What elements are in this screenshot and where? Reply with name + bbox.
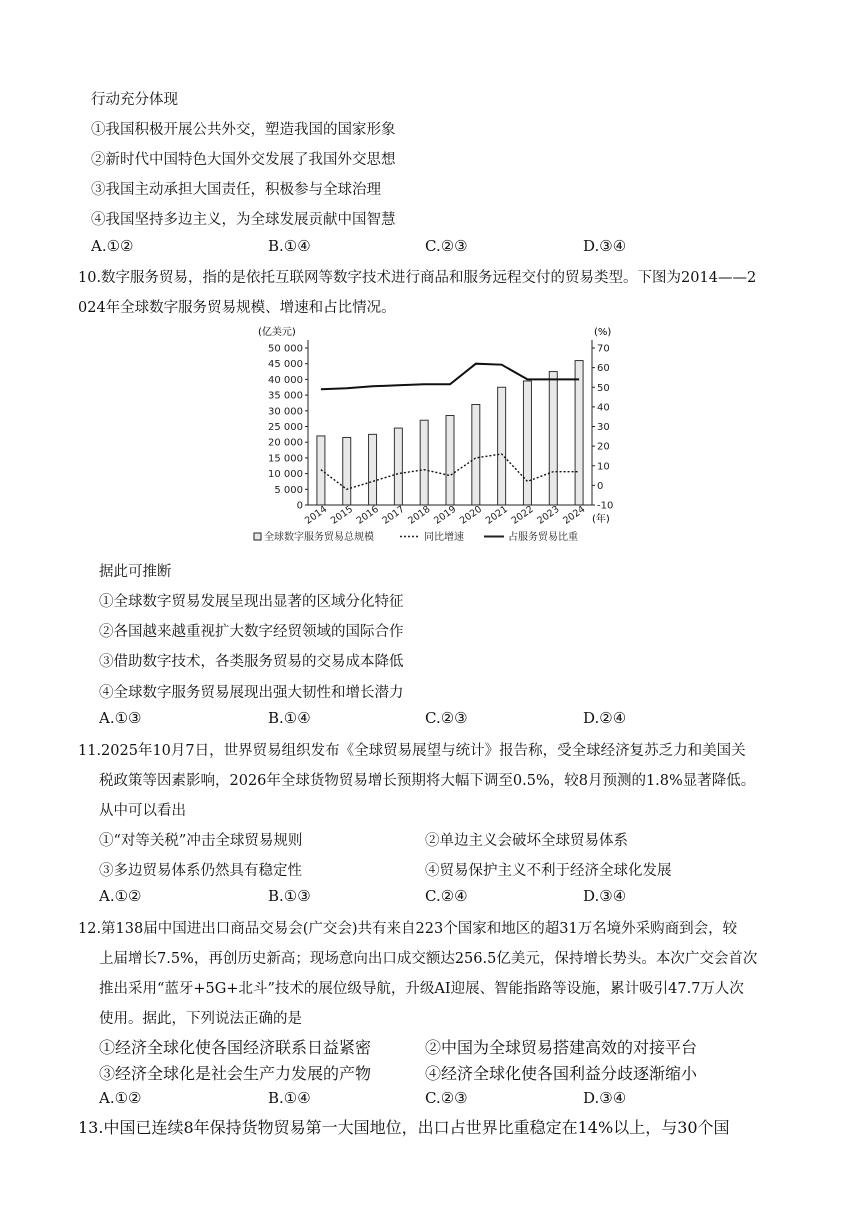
- q10-option-a[interactable]: A.①③: [99, 709, 142, 727]
- q12-option-c[interactable]: C.②③: [425, 1089, 468, 1107]
- left-tick-label: 15 000: [268, 453, 303, 465]
- left-axis-unit: (亿美元): [258, 327, 296, 338]
- q10-statement-1: ①全球数字贸易发展呈现出显著的区域分化特征: [99, 594, 404, 610]
- q12-statement-1: ①经济全球化使各国经济联系日益紧密: [99, 1038, 372, 1057]
- q12-option-a[interactable]: A.①②: [99, 1089, 142, 1107]
- q10-option-d[interactable]: D.②④: [583, 709, 627, 727]
- left-tick-label: 0: [296, 500, 303, 512]
- q11-statement-4: ④贸易保护主义不利于经济全球化发展: [425, 863, 672, 879]
- right-tick-label: 20: [597, 441, 610, 453]
- bar-2021: [498, 387, 506, 505]
- left-tick-label: 45 000: [268, 359, 303, 371]
- q10-lead: 据此可推断: [99, 564, 172, 580]
- q11-option-b[interactable]: B.①③: [268, 887, 311, 905]
- right-tick-label: 40: [597, 402, 610, 414]
- q12-statement-2: ②中国为全球贸易搭建高效的对接平台: [425, 1038, 698, 1057]
- q9-option-a[interactable]: A.①②: [91, 237, 134, 255]
- q11-option-d[interactable]: D.③④: [583, 887, 627, 905]
- x-tick-label: 2014: [303, 503, 330, 527]
- legend-dotted-label: 同比增速: [424, 532, 464, 543]
- legend-bar-swatch: [254, 533, 261, 540]
- bar-2018: [420, 420, 428, 505]
- x-tick-label: 2018: [406, 503, 433, 527]
- x-tick-label: 2016: [354, 503, 381, 527]
- q12-statement-4: ④经济全球化使各国利益分歧逐渐缩小: [425, 1064, 698, 1083]
- bar-2017: [394, 428, 402, 505]
- q10-statement-2: ②各国越来越重视扩大数字经贸领域的国际合作: [99, 624, 404, 640]
- q10-option-c[interactable]: C.②③: [425, 709, 468, 727]
- share-line: [321, 364, 579, 390]
- left-tick-label: 10 000: [268, 469, 303, 481]
- q12-statement-3: ③经济全球化是社会生产力发展的产物: [99, 1064, 372, 1083]
- q9-option-b[interactable]: B.①④: [268, 237, 311, 255]
- right-tick-label: -10: [597, 500, 614, 512]
- bar-2015: [343, 437, 351, 505]
- q10-option-b[interactable]: B.①④: [268, 709, 311, 727]
- q9-option-c[interactable]: C.②③: [425, 237, 468, 255]
- q12-stem-line4: 使用。据此，下列说法正确的是: [99, 1011, 302, 1027]
- q9-statement-1: ①我国积极开展公共外交，塑造我国的国家形象: [91, 122, 396, 138]
- q12-option-d[interactable]: D.③④: [583, 1089, 627, 1107]
- left-tick-label: 20 000: [268, 437, 303, 449]
- q10-chart-svg: [252, 324, 632, 554]
- q10-chart: [252, 324, 632, 554]
- bar-2016: [369, 434, 377, 505]
- left-tick-label: 5 000: [274, 484, 303, 496]
- right-tick-label: 50: [597, 382, 610, 394]
- q12-stem-line1: 12.第138届中国进出口商品交易会(广交会)共有来自223个国家和地区的超31万名境外采购商到会，较: [78, 921, 738, 937]
- right-tick-label: 30: [597, 422, 610, 433]
- left-tick-label: 35 000: [268, 390, 303, 402]
- q11-statement-2: ②单边主义会破坏全球贸易体系: [425, 833, 628, 849]
- q10-statement-4: ④全球数字服务贸易展现出强大韧性和增长潜力: [99, 685, 404, 701]
- right-tick-label: 10: [597, 461, 610, 473]
- left-tick-label: 50 000: [268, 343, 303, 355]
- q9-statement-4: ④我国坚持多边主义，为全球发展贡献中国智慧: [91, 212, 396, 228]
- x-tick-label: 2023: [535, 503, 562, 527]
- bar-2020: [472, 405, 480, 505]
- right-tick-label: 70: [597, 343, 610, 355]
- q10-stem-line1: 10.数字服务贸易，指的是依托互联网等数字技术进行商品和服务远程交付的贸易类型。下图为2014——2: [78, 270, 757, 286]
- left-tick-label: 40 000: [268, 374, 303, 386]
- q12-stem-line2: 上届增长7.5%，再创历史新高；现场意向出口成交额达256.5亿美元，保持增长势头。本次广交会首次: [99, 951, 758, 967]
- q11-stem-line1: 11.2025年10月7日，世界贸易组织发布《全球贸易展望与统计》报告称，受全球经济复苏乏力和美国关: [78, 743, 746, 759]
- q11-stem-line2: 税政策等因素影响，2026年全球货物贸易增长预期将大幅下调至0.5%，较8月预测的1.8%显著降低。: [99, 773, 756, 789]
- bar-2022: [523, 381, 531, 505]
- x-axis-unit: (年): [592, 514, 610, 525]
- q9-statement-2: ②新时代中国特色大国外交发展了我国外交思想: [91, 152, 396, 168]
- q11-statement-3: ③多边贸易体系仍然具有稳定性: [99, 863, 302, 879]
- x-tick-label: 2024: [561, 503, 588, 527]
- legend-solid-label: 占服务贸易比重: [508, 532, 578, 543]
- x-tick-label: 2015: [328, 503, 356, 527]
- q11-statement-1: ①“对等关税”冲击全球贸易规则: [99, 833, 303, 849]
- x-tick-label: 2019: [432, 503, 459, 527]
- q9-stem-tail: 行动充分体现: [91, 92, 178, 108]
- q11-option-c[interactable]: C.②④: [425, 887, 468, 905]
- left-tick-label: 30 000: [268, 406, 303, 418]
- left-tick-label: 25 000: [268, 422, 303, 433]
- x-tick-label: 2022: [509, 503, 536, 527]
- q11-option-a[interactable]: A.①②: [99, 887, 142, 905]
- q12-stem-line3: 推出采用“蓝牙+5G+北斗”技术的展位级导航，升级AI迎展、智能指路等设施，累计吸引47.7万人次: [99, 981, 744, 997]
- q9-statement-3: ③我国主动承担大国责任，积极参与全球治理: [91, 182, 381, 198]
- bar-2024: [575, 361, 583, 505]
- right-tick-label: 60: [597, 363, 610, 375]
- x-tick-label: 2017: [380, 503, 407, 527]
- right-axis-unit: (%): [594, 327, 612, 338]
- x-tick-label: 2021: [483, 503, 510, 527]
- bar-2023: [549, 372, 557, 505]
- right-tick-label: 0: [597, 480, 604, 492]
- bar-2019: [446, 416, 454, 505]
- legend-bar-label: 全球数字服务贸易总规模: [264, 532, 374, 543]
- q9-option-d[interactable]: D.③④: [583, 237, 627, 255]
- q10-statement-3: ③借助数字技术，各类服务贸易的交易成本降低: [99, 654, 404, 670]
- q11-stem-line3: 从中可以看出: [99, 803, 186, 819]
- q13-stem-line1: 13.中国已连续8年保持货物贸易第一大国地位，出口占世界比重稳定在14%以上，与30个国: [78, 1118, 730, 1137]
- q10-stem-line2: 024年全球数字服务贸易规模、增速和占比情况。: [78, 300, 396, 316]
- x-tick-label: 2020: [457, 503, 485, 527]
- q12-option-b[interactable]: B.①④: [268, 1089, 311, 1107]
